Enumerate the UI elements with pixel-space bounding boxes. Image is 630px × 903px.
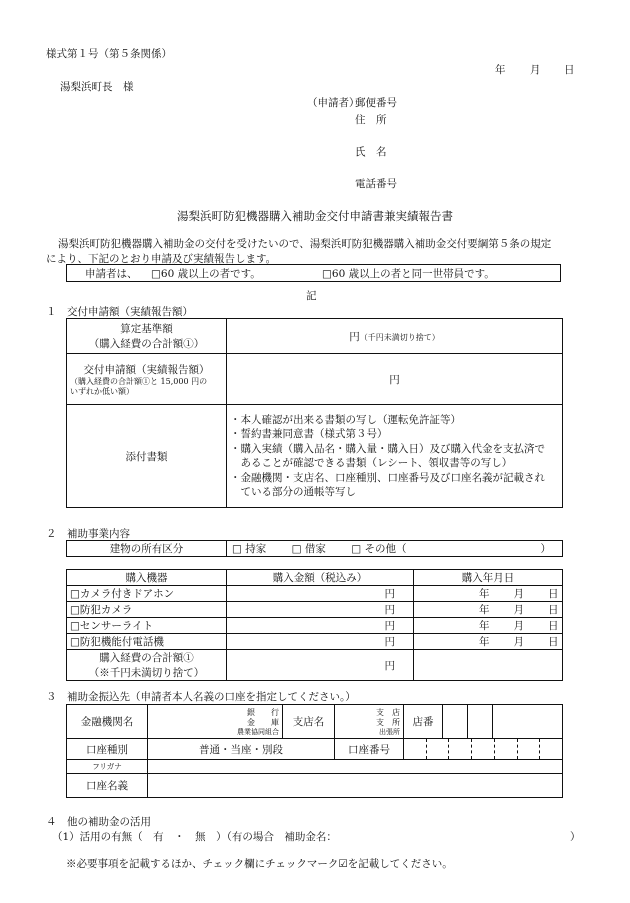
store-number-digit[interactable] xyxy=(443,705,468,739)
attachment-item: ・購入実績（購入品名・購入量・購入日）及び購入代金を支払済で xyxy=(230,442,545,455)
form-number: 様式第１号（第５条関係） xyxy=(46,48,172,60)
section1-heading: １ 交付申請額（実績報告額） xyxy=(46,306,193,318)
grant-amount-field[interactable]: 円 xyxy=(227,354,563,405)
date-month: 月 xyxy=(530,64,541,76)
document-title: 湯梨浜町防犯機器購入補助金交付申請書兼実績報告書 xyxy=(177,209,453,223)
attachment-item: ている部分の通帳等写し xyxy=(230,486,356,498)
ownership-other-close: ） xyxy=(540,543,551,555)
bank-label: 金融機関名 xyxy=(67,705,148,739)
account-digit[interactable] xyxy=(517,739,540,759)
grant-amount-label: 交付申請額（実績報告額） （購入経費の合計額①と 15,000 円の いずれか低い額） xyxy=(67,354,227,405)
account-holder-field[interactable] xyxy=(148,774,563,798)
store-number-digit[interactable] xyxy=(468,705,493,739)
addressee: 湯梨浜町長 様 xyxy=(60,81,134,93)
device-row xyxy=(67,586,563,602)
device-date[interactable]: 年 月 日 xyxy=(414,586,563,602)
total-label: 購入経費の合計額① （※千円未満切り捨て） xyxy=(67,650,227,681)
attachment-item: ・本人確認が出来る書類の写し（運転免許証等） xyxy=(230,413,461,426)
attachment-item: あることが確認できる書類（レシート、領収書等の写し） xyxy=(230,457,513,469)
date-day: 日 xyxy=(564,64,575,76)
date-year: 年 xyxy=(495,64,506,76)
eligibility-option-household[interactable]: □60 歳以上の者と同一世帯員です。 xyxy=(322,268,495,280)
devices-table xyxy=(66,569,563,681)
device-name[interactable]: □センサーライト xyxy=(67,618,227,634)
col-amount-header: 購入金額（税込み） xyxy=(227,570,414,586)
eligibility-box xyxy=(66,264,561,282)
eligibility-option-60[interactable]: □60 歳以上の者です。 xyxy=(151,268,261,280)
attachments-label: 添付書類 xyxy=(67,405,227,508)
device-amount[interactable]: 円 xyxy=(227,618,414,634)
device-row xyxy=(67,618,563,634)
store-number-digit[interactable] xyxy=(493,705,563,739)
device-row xyxy=(67,602,563,618)
account-digit[interactable] xyxy=(539,739,562,759)
account-number-field[interactable] xyxy=(404,739,563,760)
device-date[interactable]: 年 月 日 xyxy=(414,634,563,650)
attachments-list xyxy=(227,405,563,508)
total-amount[interactable]: 円 xyxy=(227,650,414,681)
other-subsidy-line[interactable]: （1）活用の有無（ 有 ・ 無 ）（有の場合 補助金名： xyxy=(52,831,337,843)
ownership-owned[interactable]: □ 持家 xyxy=(232,543,267,555)
name-label: 氏 名 xyxy=(355,146,387,158)
device-amount[interactable]: 円 xyxy=(227,602,414,618)
branch-name-field[interactable]: 支 店 支 所 出張所 xyxy=(335,705,404,739)
ownership-label: 建物の所有区分 xyxy=(67,541,227,557)
other-subsidy-close: ） xyxy=(570,831,581,843)
device-name[interactable]: □カメラ付きドアホン xyxy=(67,586,227,602)
account-digit[interactable] xyxy=(448,739,471,759)
base-amount-label: 算定基準額 （購入経費の合計額①） xyxy=(67,319,227,354)
intro-line-2: により、下記のとおり申請及び実績報告します。 xyxy=(46,253,277,265)
device-date[interactable]: 年 月 日 xyxy=(414,618,563,634)
section3-heading: ３ 補助金振込先（申請者本人名義の口座を指定してください。） xyxy=(46,691,356,703)
ownership-other[interactable]: □ その他（ xyxy=(351,543,407,555)
account-digit[interactable] xyxy=(494,739,517,759)
store-number-label: 店番 xyxy=(404,705,443,739)
device-amount[interactable]: 円 xyxy=(227,634,414,650)
account-digit[interactable] xyxy=(471,739,494,759)
device-name[interactable]: □防犯カメラ xyxy=(67,602,227,618)
intro-line-1: 湯梨浜町防犯機器購入補助金の交付を受けたいので、湯梨浜町防犯機器購入補助金交付要綱第５条の規定 xyxy=(58,238,552,250)
device-date[interactable]: 年 月 日 xyxy=(414,602,563,618)
eligibility-label: 申請者は、 xyxy=(85,268,138,280)
account-type-label: 口座種別 xyxy=(67,739,148,760)
phone-label: 電話番号 xyxy=(355,178,397,190)
col-date-header: 購入年月日 xyxy=(414,570,563,586)
account-digit[interactable] xyxy=(426,739,449,759)
ki-marker: 記 xyxy=(306,290,317,302)
application-amount-table xyxy=(66,318,563,508)
device-row xyxy=(67,634,563,650)
furigana-label: フリガナ xyxy=(67,760,148,774)
postal-code-label: 郵便番号 xyxy=(355,97,397,109)
account-number-label: 口座番号 xyxy=(335,739,404,760)
device-name[interactable]: □防犯機能付電話機 xyxy=(67,634,227,650)
section2-heading: ２ 補助事業内容 xyxy=(46,528,130,540)
device-amount[interactable]: 円 xyxy=(227,586,414,602)
furigana-field[interactable] xyxy=(148,760,563,774)
attachment-item: ・誓約書兼同意書（様式第３号） xyxy=(230,428,388,440)
applicant-label: （申請者） xyxy=(307,97,360,109)
section4-heading: ４ 他の補助金の活用 xyxy=(46,816,151,828)
bank-name-field[interactable]: 銀 行 金 庫 農業協同組合 xyxy=(148,705,283,739)
account-digit[interactable] xyxy=(404,739,426,759)
bank-table xyxy=(66,704,563,798)
attachment-item: ・金融機関・支店名、口座種別、口座番号及び口座名義が記載され xyxy=(230,471,545,484)
ownership-rented[interactable]: □ 借家 xyxy=(291,543,326,555)
account-holder-label: 口座名義 xyxy=(67,774,148,798)
col-device-header: 購入機器 xyxy=(67,570,227,586)
account-type-options[interactable]: 普通・当座・別段 xyxy=(148,739,335,760)
total-date-blank xyxy=(414,650,563,681)
ownership-table xyxy=(66,540,563,557)
address-label: 住 所 xyxy=(355,114,387,126)
base-amount-field[interactable]: 円（千円未満切り捨て） xyxy=(227,319,563,354)
branch-label: 支店名 xyxy=(283,705,335,739)
ownership-options xyxy=(227,541,563,557)
footnote: ※必要事項を記載するほか、チェック欄にチェックマーク☑を記載してください。 xyxy=(66,858,453,870)
